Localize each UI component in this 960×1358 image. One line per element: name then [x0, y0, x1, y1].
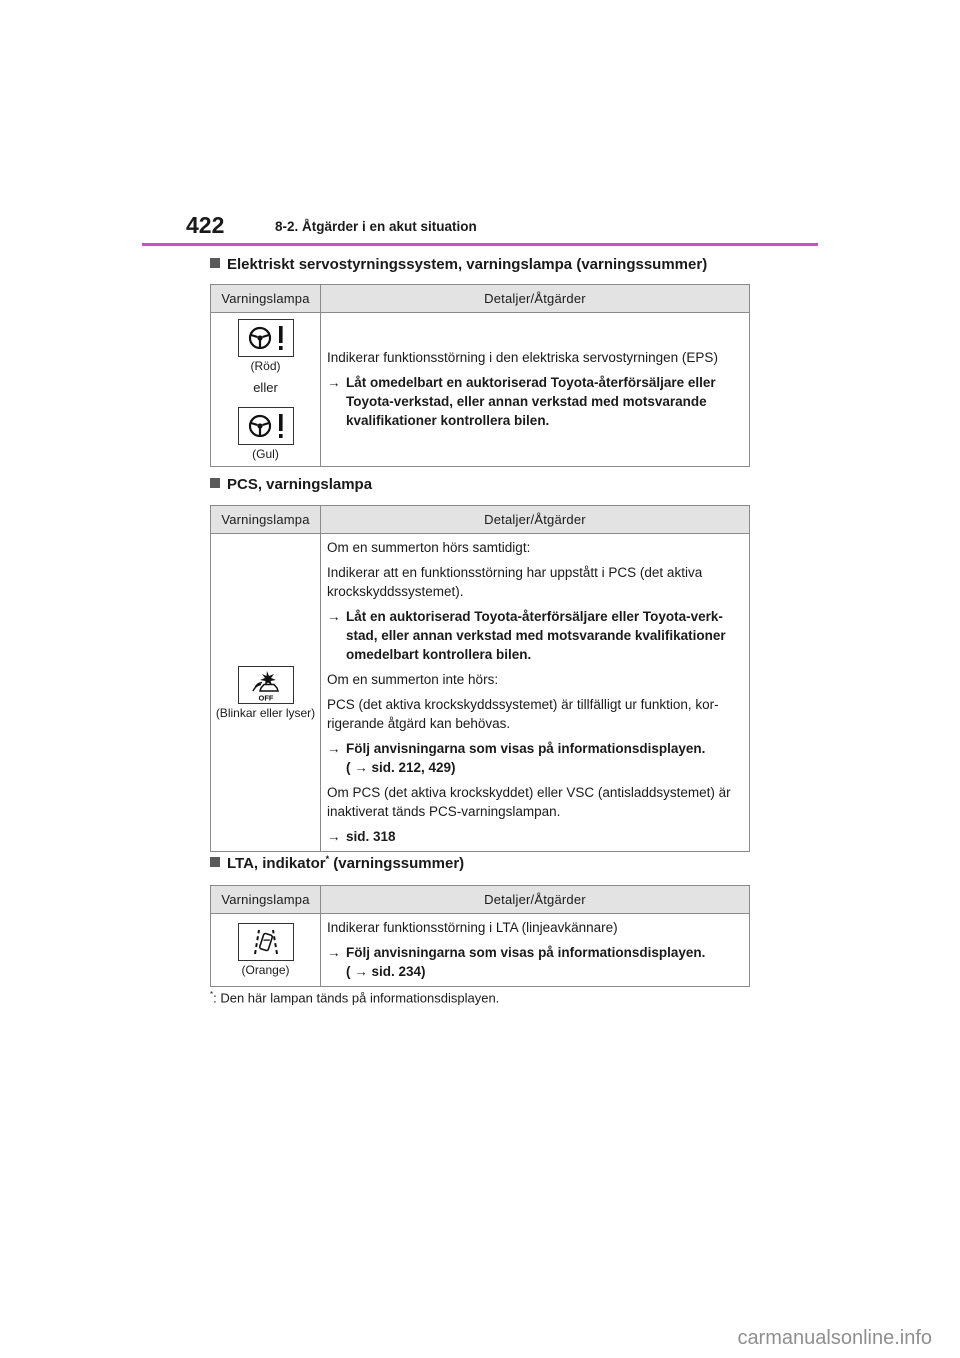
square-bullet-icon [210, 478, 220, 488]
action-text: → Låt omedelbart en auktoriserad Toyota-återförsäljare eller Toyota-verkstad, eller annan verkstad med motsvarande kvalifikationer kontrollera bilen. [327, 375, 716, 428]
details-cell [321, 313, 750, 467]
lamp-label-red: (Röd) [250, 358, 281, 373]
lamp-cell [211, 534, 321, 852]
section-heading-eps [210, 256, 707, 273]
lamp-label: (Blinkar eller lyser) [215, 705, 316, 720]
arrow-right-icon: → [327, 609, 341, 624]
section-title: PCS, varningslampa [227, 476, 373, 493]
column-header-lamp: Varningslampa [211, 285, 321, 313]
lta-warning-table [210, 885, 750, 987]
page-reference[interactable]: ( → sid. 212, 429) [346, 760, 456, 775]
section-title-suffix: (varningssummer) [329, 855, 465, 872]
column-header-lamp: Varningslampa [211, 886, 321, 914]
footnote-mark: * [325, 854, 330, 864]
table-header-row [211, 285, 750, 313]
section-title: LTA, indikator [227, 855, 326, 872]
square-bullet-icon [210, 258, 220, 268]
square-bullet-icon [210, 857, 220, 867]
condition-text: Om en summerton hörs samtidigt: [327, 540, 531, 555]
lane-trace-warning-icon [238, 923, 294, 961]
page-reference[interactable]: sid. 318 [346, 829, 396, 844]
eps-warning-table [210, 284, 750, 467]
pcs-warning-icon [238, 666, 294, 704]
lamp-label-yellow: (Gul) [252, 446, 279, 461]
details-cell [321, 914, 750, 987]
description-text: Indikerar funktionsstörning i den elektriska servostyrningen (EPS) [327, 350, 718, 365]
steering-warning-yellow-icon [238, 407, 294, 445]
lamp-or-text: eller [253, 379, 278, 395]
action-text: → Låt en auktoriserad Toyota-återförsäljare eller Toyota-verk- stad, eller annan verkstad med motsvarande kvalifikationer omedelbart kontrollera bilen. [327, 609, 726, 662]
footnote-mark: * [210, 990, 214, 999]
description-text: PCS (det aktiva krockskyddssystemet) är tillfälligt ur funktion, kor- rigerande åtgärd kan behövas. [327, 697, 719, 731]
lamp-label: (Orange) [241, 963, 290, 977]
header-rule [142, 243, 818, 246]
arrow-right-icon: → [327, 829, 341, 844]
steering-warning-red-icon [238, 319, 294, 357]
footnote-text: : Den här lampan tänds på informationsdisplayen. [213, 990, 500, 1006]
arrow-right-icon: → [327, 945, 341, 960]
section-heading-lta [210, 854, 464, 872]
chapter-title: 8-2. Åtgärder i en akut situation [275, 219, 477, 234]
table-row [211, 313, 750, 467]
page-reference[interactable]: ( → sid. 234) [346, 964, 426, 979]
watermark: carmanualsonline.info [737, 1327, 932, 1349]
table-header-row [211, 886, 750, 914]
section-heading-pcs [210, 476, 372, 493]
arrow-right-icon: → [327, 375, 341, 390]
lamp-cell [211, 313, 321, 467]
table-header-row [211, 506, 750, 534]
table-row [211, 914, 750, 987]
action-text [327, 827, 744, 846]
arrow-right-icon: → [327, 741, 341, 756]
action-text: → Följ anvisningarna som visas på informationsdisplayen. ( → sid. 212, 429) [327, 741, 706, 775]
condition-text: Om en summerton inte hörs: [327, 672, 499, 687]
description-text: Indikerar funktionsstörning i LTA (linjeavkännare) [327, 920, 618, 935]
column-header-details: Detaljer/Åtgärder [321, 506, 750, 534]
lamp-cell [211, 914, 321, 987]
section-title: Elektriskt servostyrningssystem, varningslampa (varningssummer) [227, 256, 708, 273]
column-header-details: Detaljer/Åtgärder [321, 886, 750, 914]
column-header-details: Detaljer/Åtgärder [321, 285, 750, 313]
page-number: 422 [186, 212, 225, 238]
footnote [210, 990, 499, 1005]
column-header-lamp: Varningslampa [211, 506, 321, 534]
details-cell [321, 534, 750, 852]
description-text: Om PCS (det aktiva krockskyddet) eller VSC (antisladdsystemet) är inaktiverat tänds PCS-varningslampan. [327, 785, 731, 819]
table-row [211, 534, 750, 852]
pcs-warning-table [210, 505, 750, 852]
description-text: Indikerar att en funktionsstörning har uppstått i PCS (det aktiva krockskyddssystemet). [327, 565, 703, 599]
action-text: → Följ anvisningarna som visas på informationsdisplayen. ( → sid. 234) [327, 945, 706, 979]
pcs-off-label: OFF [258, 693, 273, 702]
